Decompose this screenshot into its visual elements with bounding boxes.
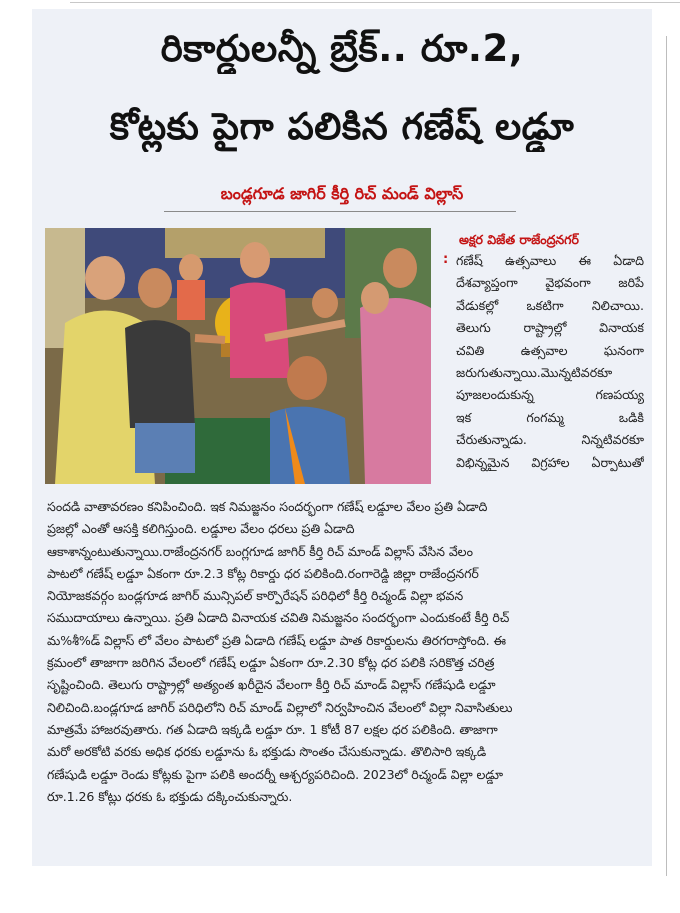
text-line: సృష్టించింది. తెలుగు రాష్ట్రాల్లో అత్యంత ఖరీదైన వేలంగా కీర్తి రిచ్ మాండ్ విల్లాస్ గణేషుడి లడ్డూ (47, 677, 496, 693)
text-line: మ%శీ%డ్ విల్లాస్ లో వేలం పాటలో ప్రతి ఏడాది గణేష్ లడ్డూ పాత రికార్డులను తిరగరాస్తోంది. ఈ (47, 632, 506, 648)
byline: అక్షర విజేత రాజేంద్రనగర్ (459, 232, 579, 247)
top-divider (70, 2, 680, 3)
right-divider (666, 36, 667, 876)
text-line: గణేషుడి లడ్డూ రెండు కోట్లకు పైగా పలికి అందర్నీ ఆశ్చర్యపరిచింది. 2023లో రిచ్మండ్ విల్లా లడ్డూ (47, 766, 503, 782)
text-line: సందడి వాతావరణం కనిపించింది. ఇక నిమజ్జనం సందర్భంగా గణేష్ లడ్డూల వేలం ప్రతి ఏడాది (47, 499, 488, 514)
text-line: రూ.1.26 కోట్లు ధరకు ఓ భక్తుడు దక్కించుకున్నారు. (47, 788, 293, 804)
text-line: పూజలందుకున్న గణపయ్య (456, 387, 644, 403)
headline-line-2: కోట్లకు పైగా పలికిన గణేష్ లడ్డూ (109, 105, 575, 148)
byline-colon: : (443, 252, 449, 267)
text-line: క్రమంలో తాజాగా జరిగిన వేలంలో గణేష్ లడ్డూ ఏకంగా రూ.2.30 కోట్ల ధర పలికి సరికొత్త చరిత్ర (47, 655, 495, 671)
text-line: నిలిచింది.బండ్లగూడ జాగిర్ పరిధిలోని రిచ్ మాండ్ విల్లాలో నిర్వహించిన వేలంలో విల్లా నివాసితులు (47, 699, 513, 715)
text-line: జరుగుతున్నాయి.మొన్నటివరకూ (456, 364, 613, 380)
text-line: నియోజకవర్గం బండ్లగూడ జాగిర్ మున్సిపల్ కార్పొరేషన్ పరిధిలో కీర్తి రిచ్మండ్ విల్లా భవన (47, 588, 464, 604)
text-line: తెలుగు రాష్ట్రాల్లో వినాయక (456, 320, 644, 336)
text-line: వేడుకల్లో ఒకటిగా నిలిచాయి. (456, 297, 644, 313)
side-column-text (456, 250, 644, 474)
text-line: సముదాయాలు ఉన్నాయి. ప్రతి ఏడాది వినాయక చవితి నిమజ్జనం సందర్భంగా ఎందుకంటే కీర్తి రిచ్ (47, 610, 510, 626)
article-body (47, 496, 639, 808)
text-line: ప్రజల్లో ఎంతో ఆసక్తి కలిగిస్తుంది. లడ్డూల వేలం ధరలు ప్రతి ఏడాది (47, 521, 355, 537)
subheading-container (40, 182, 644, 206)
text-line: ఆకాశాన్నంటుతున్నాయి.రాజేంద్రనగర్ బంగ్లగూడ జాగిర్ కీర్తి రిచ్ మాండ్ విల్లాస్ వేసిన వేలం (47, 543, 473, 559)
text-line: గణేష్ ఉత్సవాలు ఈ ఏడాది (456, 253, 644, 268)
headline-line-1: రికార్డులన్నీ బ్రేక్.. రూ.2, (160, 27, 524, 70)
text-line: మాత్రమే హాజరవుతారు. గత ఏడాది ఇక్కడి లడ్డూ రూ. 1 కోటీ 87 లక్షల ధర పలికింది. తాజాగా (47, 721, 498, 737)
photo-illustration (45, 228, 431, 484)
text-line: విభిన్నమైన విగ్రహాల ఏర్పాటుతో (456, 454, 644, 470)
text-line: మరో అరకోటి వరకు అధిక ధరకు లడ్డూను ఓ భక్తుడు సొంతం చేసుకున్నాడు. తొలిసారి ఇక్కడి (47, 744, 487, 760)
subheading-underline (164, 211, 516, 212)
text-line: పాటలో గణేష్ లడ్డూ ఏకంగా రూ.2.3 కోట్ల రికార్డు ధర పలికింది.రంగారెడ్డి జిల్లా రాజేంద్రనగర్ (47, 565, 479, 581)
text-line: చవితి ఉత్సవాల ఘనంగా (456, 342, 644, 358)
text-line: దేశవ్యాప్తంగా వైభవంగా జరిపే (456, 275, 644, 291)
subheading: బండ్లగూడ జాగిర్ కీర్తి రిచ్ మండ్ విల్లాస్ (220, 184, 464, 203)
text-line: చేరుతున్నాడు. నిన్నటివరకూ (456, 432, 644, 448)
text-line: ఇక గంగమ్మ ఒడికి (456, 409, 644, 425)
ganesh-laddu-auction-photo (45, 228, 431, 484)
